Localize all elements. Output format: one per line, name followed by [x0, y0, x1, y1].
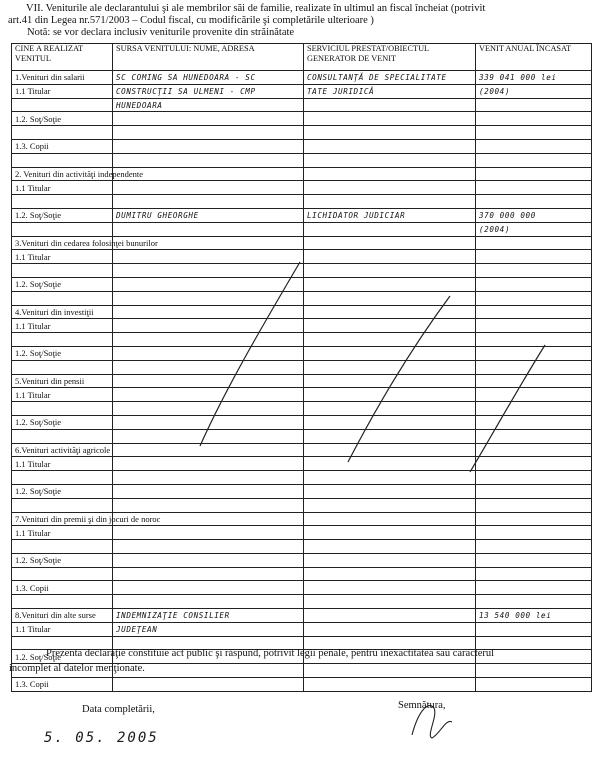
- row-label-text: 1.1 Titular: [15, 527, 51, 538]
- section-note: Notă: se vor declara inclusiv veniturile provenite din străinătate: [27, 27, 295, 38]
- row-label-text: 1.2. Soţ/Soţie: [15, 279, 62, 290]
- row-label-text: 1.1 Titular: [15, 251, 51, 262]
- row-label-text: 8.Venituri din alte surse: [15, 610, 96, 621]
- row-label-text: 4.Venituri din investiţii: [15, 306, 94, 317]
- row-label-text: 1.2. Soţ/Soţie: [15, 210, 62, 221]
- row-label-text: 1.1 Titular: [15, 320, 51, 331]
- cross-out-stroke: [470, 345, 545, 472]
- statement-line-2: incomplet al datelor menţionate.: [9, 663, 145, 674]
- row-label-text: 6.Venituri activităţi agricole: [15, 444, 111, 455]
- income-amount-text: (2004): [479, 225, 511, 235]
- income-source-text: HUNEDOARA: [116, 100, 163, 110]
- income-amount-text: (2004): [479, 87, 511, 97]
- row-label-text: 1.2. Soţ/Soţie: [15, 417, 62, 428]
- income-amount-text: 13 540 000 lei: [479, 611, 552, 621]
- row-label-text: 1.1 Titular: [15, 86, 51, 97]
- income-source-text: SC COMING SA HUNEDOARA - SC: [116, 73, 256, 83]
- income-service-text: LICHIDATOR JUDICIAR: [307, 211, 406, 221]
- column-header-service: SERVICIUL PRESTAT/OBIECTUL GENERATOR DE VENIT: [304, 44, 476, 71]
- row-label-text: 2. Venituri din activităţi independente: [15, 168, 144, 179]
- row-label-text: 1.3. Copii: [15, 679, 49, 690]
- row-label-text: 1.3. Copii: [15, 582, 49, 593]
- income-source-text: DUMITRU GHEORGHE: [116, 211, 199, 221]
- column-header-who: CINE A REALIZAT VENITUL: [12, 44, 113, 71]
- row-label-text: 1.3. Copii: [15, 141, 49, 152]
- statement-line-1: Prezenta declaraţie constituie act public şi răspund, potrivit legii penale, pentru inexactitatea sau caracterul: [46, 648, 495, 659]
- row-label-text: 1.Venituri din salarii: [15, 72, 85, 83]
- section-legal-reference: art.41 din Legea nr.571/2003 – Codul fiscal, cu modificările şi completările ulterioare ): [8, 15, 374, 26]
- row-label-text: 5.Venituri din pensii: [15, 375, 85, 386]
- date-label: Data completării,: [82, 704, 155, 715]
- section-title: VII. Veniturile ale declarantului şi ale membrilor săi de familie, realizate în ultimul an fiscal încheiat (potrivit: [26, 3, 486, 14]
- row-label-text: 1.2. Soţ/Soţie: [15, 486, 62, 497]
- income-service-text: TATE JURIDICĂ: [307, 87, 375, 97]
- row-label-text: 1.2. Soţ/Soţie: [15, 555, 62, 566]
- row-label-text: 1.1 Titular: [15, 389, 51, 400]
- income-source-text: JUDEŢEAN: [116, 625, 158, 635]
- cross-out-stroke: [348, 296, 450, 462]
- row-label-text: 3.Venituri din cedarea folosinţei bunurilor: [15, 237, 158, 248]
- income-source-text: INDEMNIZAŢIE CONSILIER: [116, 611, 230, 621]
- signature-label: Semnătura,: [398, 700, 446, 711]
- income-service-text: CONSULTANŢĂ DE SPECIALITATE: [307, 73, 447, 83]
- row-label-text: 1.2. Soţ/Soţie: [15, 348, 62, 359]
- income-amount-text: 370 000 000: [479, 211, 536, 221]
- row-label-text: 1.1 Titular: [15, 458, 51, 469]
- income-amount-text: 339 041 000 lei: [479, 73, 557, 83]
- row-label-text: 1.2. Soţ/Soţie: [15, 651, 62, 662]
- income-source-text: CONSTRUCŢII SA ULMENI - CMP: [116, 87, 256, 97]
- row-label-text: 1.1 Titular: [15, 182, 51, 193]
- cross-out-stroke: [200, 262, 300, 446]
- row-label-text: 1.1 Titular: [15, 624, 51, 635]
- date-value: 5. 05. 2005: [44, 730, 159, 746]
- column-header-income: VENIT ANUAL ÎNCASAT: [476, 44, 592, 71]
- column-header-source: SURSA VENITULUI: NUME, ADRESA: [113, 44, 304, 71]
- row-label-text: 7.Venituri din premii şi din jocuri de noroc: [15, 513, 161, 524]
- row-label-text: 1.2. Soţ/Soţie: [15, 113, 62, 124]
